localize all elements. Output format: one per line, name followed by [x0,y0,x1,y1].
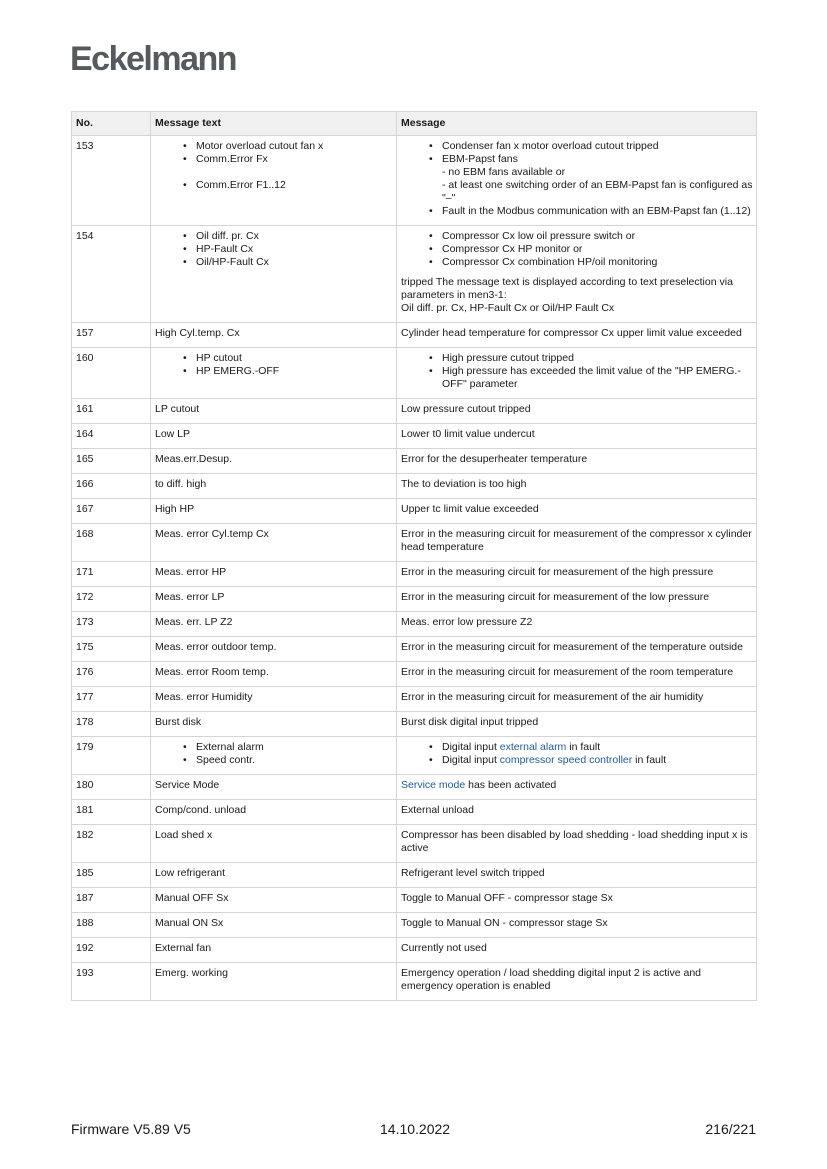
table-row [72,226,757,323]
message-text-cell [151,348,397,399]
table-body [72,136,757,1001]
message-item [442,230,753,243]
message-text-cell: Meas. error outdoor temp. [151,637,397,662]
table-row [72,399,757,424]
message-item [442,365,753,391]
message-note [401,276,753,315]
message-line: - at least one switching order of an EBM-Papst fan is configured as "–" [442,179,753,204]
message-list [401,352,753,391]
message-prefix: Digital input [442,754,500,766]
message-cell: Refrigerant level switch tripped [397,863,757,888]
message-text-cell: External fan [151,938,397,963]
message-note-line: Oil diff. pr. Cx, HP-Fault Cx or Oil/HP Fault Cx [401,302,615,314]
message-line: • High pressure cutout tripped [442,352,574,364]
table-header-row [72,112,757,136]
table-row [72,825,757,863]
table-row [72,474,757,499]
row-number: 153 [72,136,151,226]
message-text-cell: Emerg. working [151,963,397,1001]
row-number: 167 [72,499,151,524]
message-cell: Low pressure cutout tripped [397,399,757,424]
header-message-text: Message text [151,112,397,136]
message-text-cell: Burst disk [151,712,397,737]
row-number: 192 [72,938,151,963]
table-row [72,562,757,587]
message-note-line: tripped The message text is displayed according to text preselection via parameters in men3-1: [401,276,733,301]
message-suffix: in fault [566,741,601,753]
table-row [72,587,757,612]
table-row [72,612,757,637]
message-text-item: • Comm.Error Fx [196,153,393,166]
message-cell [397,136,757,226]
row-number: 161 [72,399,151,424]
eckelmann-logo: Eckelmann [70,40,237,78]
message-text-cell: LP cutout [151,399,397,424]
row-number: 179 [72,737,151,775]
message-text-cell: Meas. error Room temp. [151,662,397,687]
message-text-item: • External alarm [196,741,393,754]
message-text-cell: Manual ON Sx [151,913,397,938]
row-number: 171 [72,562,151,587]
table-row [72,499,757,524]
message-link[interactable]: compressor speed controller [499,754,633,766]
message-text-cell: Service Mode [151,775,397,800]
message-link[interactable]: external alarm [499,741,567,753]
table-row [72,637,757,662]
message-line: • Fault in the Modbus communication with an EBM-Papst fan (1..12) [442,205,751,217]
table-row [72,323,757,348]
row-number: 154 [72,226,151,323]
message-text-cell [151,226,397,323]
row-number: 157 [72,323,151,348]
row-number: 168 [72,524,151,562]
message-text-item: • HP-Fault Cx [196,243,393,256]
message-text-cell: Meas. error Humidity [151,687,397,712]
header-no: No. [72,112,151,136]
row-number: 188 [72,913,151,938]
message-item [442,741,753,754]
message-line: - no EBM fans available or [442,166,566,178]
message-cell: Error in the measuring circuit for measurement of the air humidity [397,687,757,712]
row-number: 160 [72,348,151,399]
message-cell: Emergency operation / load shedding digital input 2 is active and emergency operation is enabled [397,963,757,1001]
message-suffix: has been activated [465,779,557,791]
message-item [442,754,753,767]
message-list [401,140,753,218]
message-text-cell: Meas.err.Desup. [151,449,397,474]
message-text-list [155,230,393,269]
message-text-item: • Speed contr. [196,754,393,767]
message-cell: Error in the measuring circuit for measurement of the room temperature [397,662,757,687]
message-item [442,243,753,256]
message-prefix: Digital input [442,741,500,753]
message-text-cell: Load shed x [151,825,397,863]
table-row [72,662,757,687]
table-row [72,524,757,562]
message-text-cell: High HP [151,499,397,524]
row-number: 193 [72,963,151,1001]
message-text-list [155,140,393,192]
table-row [72,863,757,888]
message-cell: Currently not used [397,938,757,963]
table-row [72,712,757,737]
table-row [72,449,757,474]
message-text-cell: Low refrigerant [151,863,397,888]
message-text-item: • Comm.Error F1..12 [196,179,393,192]
row-number: 173 [72,612,151,637]
table-row [72,913,757,938]
message-cell: Error in the measuring circuit for measurement of the compressor x cylinder head temperature [397,524,757,562]
table-row [72,136,757,226]
message-cell [397,737,757,775]
message-line: • High pressure has exceeded the limit value of the "HP EMERG.-OFF" parameter [442,365,741,390]
message-cell [397,775,757,800]
table-row [72,888,757,913]
table-row [72,938,757,963]
message-text-item: • HP EMERG.-OFF [196,365,393,378]
message-text-cell: to diff. high [151,474,397,499]
row-number: 177 [72,687,151,712]
row-number: 164 [72,424,151,449]
message-line: • Compressor Cx HP monitor or [442,243,583,255]
message-text-list [155,352,393,378]
message-line: • Compressor Cx low oil pressure switch or [442,230,636,242]
row-number: 187 [72,888,151,913]
message-item [442,352,753,365]
message-cell: The to deviation is too high [397,474,757,499]
message-text-cell: Meas. err. LP Z2 [151,612,397,637]
row-number: 181 [72,800,151,825]
row-number: 182 [72,825,151,863]
row-number: 172 [72,587,151,612]
message-cell: Toggle to Manual ON - compressor stage Sx [397,913,757,938]
message-line: • Condenser fan x motor overload cutout tripped [442,140,659,152]
message-cell: Error for the desuperheater temperature [397,449,757,474]
row-number: 185 [72,863,151,888]
message-link[interactable]: Service mode [401,779,466,791]
footer-date: 14.10.2022 [380,1121,451,1137]
table-row [72,424,757,449]
message-cell: Meas. error low pressure Z2 [397,612,757,637]
row-number: 176 [72,662,151,687]
header-message: Message [397,112,757,136]
table-row [72,348,757,399]
message-text-cell [151,737,397,775]
table-row [72,775,757,800]
message-text-item: • Oil/HP-Fault Cx [196,256,393,269]
message-cell: Error in the measuring circuit for measurement of the low pressure [397,587,757,612]
message-text-item: • HP cutout [196,352,393,365]
message-text-list [155,741,393,767]
message-cell: Burst disk digital input tripped [397,712,757,737]
message-text-cell [151,136,397,226]
message-item [442,256,753,269]
message-text-cell: High Cyl.temp. Cx [151,323,397,348]
message-cell: Cylinder head temperature for compressor Cx upper limit value exceeded [397,323,757,348]
message-text-cell: Low LP [151,424,397,449]
message-cell: Error in the measuring circuit for measurement of the temperature outside [397,637,757,662]
row-number: 175 [72,637,151,662]
row-number: 165 [72,449,151,474]
message-cell: Error in the measuring circuit for measurement of the high pressure [397,562,757,587]
message-cell: Toggle to Manual OFF - compressor stage Sx [397,888,757,913]
message-list [401,741,753,767]
message-cell [397,348,757,399]
row-number: 178 [72,712,151,737]
message-text-cell: Meas. error LP [151,587,397,612]
message-item [442,153,753,205]
message-cell [397,226,757,323]
message-item [442,205,753,218]
message-item [442,140,753,153]
message-table [71,111,757,1001]
row-number: 180 [72,775,151,800]
message-cell: Upper tc limit value exceeded [397,499,757,524]
message-cell: Compressor has been disabled by load shedding - load shedding input x is active [397,825,757,863]
message-text-cell: Comp/cond. unload [151,800,397,825]
message-cell: External unload [397,800,757,825]
table-row [72,800,757,825]
message-text-item: • Oil diff. pr. Cx [196,230,393,243]
message-cell: Lower t0 limit value undercut [397,424,757,449]
message-text-item: • Motor overload cutout fan x [196,140,393,153]
message-line: • Compressor Cx combination HP/oil monitoring [442,256,658,268]
row-number: 166 [72,474,151,499]
message-suffix: in fault [632,754,667,766]
message-text-cell: Manual OFF Sx [151,888,397,913]
footer-page-number: 216/221 [705,1121,756,1137]
message-list [401,230,753,269]
message-line: • EBM-Papst fans [442,153,518,165]
footer-firmware: Firmware V5.89 V5 [71,1121,191,1137]
message-text-cell: Meas. error Cyl.temp Cx [151,524,397,562]
table-row [72,687,757,712]
message-text-cell: Meas. error HP [151,562,397,587]
table-row [72,963,757,1001]
table-row [72,737,757,775]
